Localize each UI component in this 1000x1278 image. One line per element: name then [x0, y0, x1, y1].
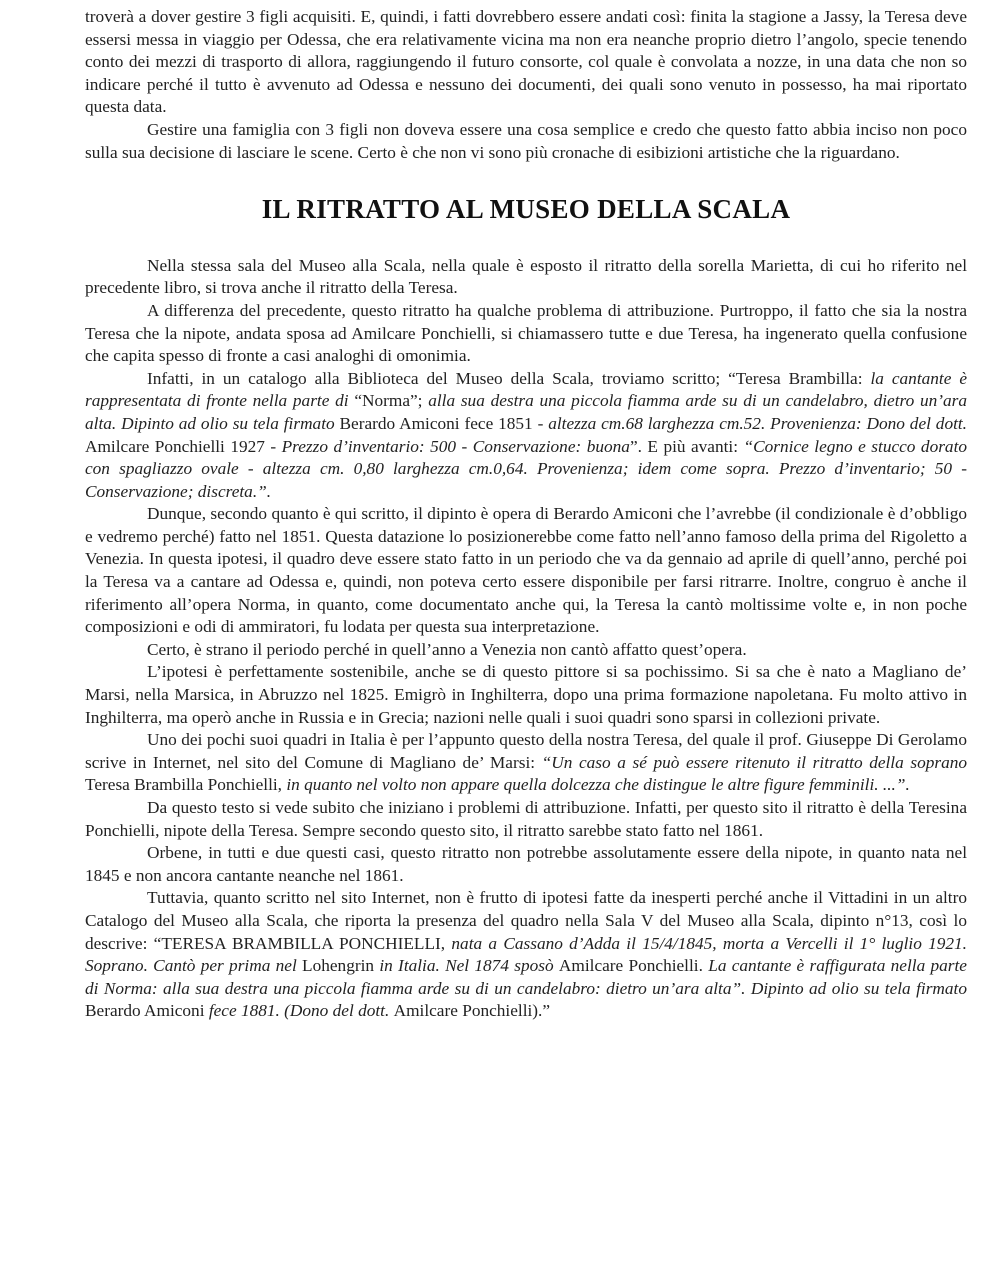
text-run: Uno dei pochi suoi quadri in Italia è per l’appunto questo della nostra Teresa, del quale il prof. Giuseppe Di Gerolamo scrive in Internet, nel sito del Comune di Magliano de’ Marsi:: [85, 730, 967, 772]
text-run: Da questo testo si vede subito che iniziano i problemi di attribuzione. Infatti, per questo sito il ritratto è della Teresina Ponchielli, nipote della Teresa. Sempre secondo questo sito, il ritratto sarebbe stato fatto nel 1861.: [85, 798, 967, 840]
paragraph: [85, 6, 967, 119]
text-run: Dunque, secondo quanto è qui scritto, il dipinto è opera di Berardo Amiconi che l’avrebbe (il condizionale è d’obbligo e vedremo perché) fatto nel 1851. Questa datazione lo posizionerebbe come fatto nell’anno famoso della prima del Rigoletto a Venezia. In questa ipotesi, il quadro deve essere stato fatto in un periodo che va da gennaio ad aprile di quell’anno, perché poi la Teresa va a cantare ad Odessa e, quindi, non poteva certo essere disponibile per farsi ritrarre. Inoltre, congruo è anche il riferimento all’opera Norma, in quanto, come documentato anche qui, la Teresa la cantò moltissime volte e, in non poche composizioni e odi di ammiratori, fu lodata per questa sua interpretazione.: [85, 504, 967, 637]
paragraph: [85, 887, 967, 1023]
text-run: Tuttavia, quanto scritto nel sito Internet, non è frutto di ipotesi fatte da inesperti perché anche il Vittadini in un altro Catalogo del Museo alla Scala, che riporta la presenza del quadro nella Sala V del Museo alla Scala, dipinto n°13, così lo descrive: “TERESA BRAMBILLA PONCHIELLI,: [85, 888, 967, 953]
intro-section: [85, 6, 967, 164]
section-heading: IL RITRATTO AL MUSEO DELLA SCALA: [261, 194, 791, 225]
text-run: A differenza del precedente, questo ritratto ha qualche problema di attribuzione. Purtroppo, il fatto che sia la nostra Teresa che la nipote, andata sposa ad Amilcare Ponchielli, si chiamassero tutte e due Teresa, ha ingenerato quella confusione che capita spesso di fronte a casi analoghi di omonimia.: [85, 300, 967, 366]
text-run: Berardo Amiconi: [85, 1001, 209, 1021]
paragraph: [85, 639, 967, 662]
italic-text: fece 1881. (Dono del dott.: [208, 1001, 394, 1021]
paragraph: [85, 661, 967, 729]
text-run: Amilcare Ponchielli.: [558, 956, 709, 976]
body-section: [85, 255, 967, 1023]
text-run: ”. E più avanti:: [629, 436, 744, 456]
paragraph: [85, 119, 967, 164]
italic-text: La cantante è raffigurata nella parte di Norma: alla sua destra una piccola fiamma arde su di un candelabro: dietro un’ara alta”. Dipinto ad olio su tela firmato: [85, 956, 967, 998]
italic-text: “Un caso a sé può essere ritenuto il ritratto della soprano: [541, 752, 967, 772]
italic-text: in quanto nel volto non appare quella dolcezza che distingue le altre figure femminili. ...”.: [286, 775, 910, 795]
text-run: Lohengrin: [302, 956, 380, 976]
paragraph: [85, 503, 967, 639]
italic-text: Prezzo d’inventario: 500 - Conservazione: buona: [281, 436, 630, 456]
text-run: Amilcare Ponchielli).”: [393, 1001, 551, 1021]
text-run: Gestire una famiglia con 3 figli non doveva essere una cosa semplice e credo che questo fatto abbia inciso non poco sulla sua decisione di lasciare le scene. Certo è che non vi sono più cronache di esibizioni artistiche che la riguardano.: [85, 119, 967, 162]
italic-text: la cantante è rappresentata di fronte nella parte di: [85, 368, 968, 411]
italic-text: “Cornice legno e stucco dorato con spagliazzo ovale - altezza cm. 0,80 larghezza cm.0,64. Provenienza; idem come sopra. Prezzo d’inventario; 50 - Conservazione; discreta.”.: [85, 436, 968, 501]
text-run: Berardo Amiconi fece 1851 -: [339, 413, 549, 433]
paragraph: [85, 842, 967, 887]
paragraph: [85, 300, 967, 368]
text-run: troverà a dover gestire 3 figli acquisiti. E, quindi, i fatti dovrebbero essere andati così: finita la stagione a Jassy, la Teresa deve essersi messa in viaggio per Odessa, che era relativamente vicina ma non era neanche proprio dietro l’angolo, specie tenendo conto dei mezzi di trasporto di allora, raggiungendo il futuro consorte, col quale è convolata a nozze, in una data che non so indicare perché il tutto è avvenuto ad Odessa e nessuno dei documenti, dei quali sono venuto in possesso, ha mai riportato questa data.: [85, 7, 967, 117]
text-run: Infatti, in un catalogo alla Biblioteca del Museo della Scala, troviamo scritto; “Teresa Brambilla:: [147, 368, 871, 388]
text-run: Orbene, in tutti e due questi casi, questo ritratto non potrebbe assolutamente essere della nipote, in quanto nata nel 1845 e non ancora cantante neanche nel 1861.: [85, 843, 967, 885]
paragraph: [85, 797, 967, 842]
text-run: Amilcare Ponchielli 1927 -: [85, 436, 282, 456]
italic-text: in Italia. Nel 1874 sposò: [379, 956, 559, 976]
paragraph: [85, 368, 967, 504]
paragraph: [85, 255, 967, 300]
text-run: Nella stessa sala del Museo alla Scala, nella quale è esposto il ritratto della sorella Marietta, di cui ho riferito nel precedente libro, si trova anche il ritratto della Teresa.: [85, 255, 967, 298]
text-run: L’ipotesi è perfettamente sostenibile, anche se di questo pittore si sa pochissimo. Si sa che è nato a Magliano de’ Marsi, nella Marsica, in Abruzzo nel 1825. Emigrò in Inghilterra, dopo una prima formazione napoletana. Fu molto attivo in Inghilterra, ma operò anche in Russia e in Grecia; nazioni nelle quali i suoi quadri sono sparsi in collezioni private.: [85, 662, 967, 727]
paragraph: [85, 729, 967, 797]
text-run: “Norma”;: [354, 391, 429, 411]
italic-text: alla sua destra una piccola fiamma arde su di un candelabro, dietro un’ara alta. Dipinto ad olio su tela firmato: [85, 391, 968, 433]
italic-text: altezza cm.68 larghezza cm.52. Provenienza: Dono del dott.: [548, 413, 968, 433]
text-run: Teresa Brambilla Ponchielli,: [85, 775, 287, 795]
italic-text: nata a Cassano d’Adda il 15/4/1845, morta a Vercelli il 1° luglio 1921. Soprano. Cantò per prima nel: [85, 933, 967, 976]
text-run: Certo, è strano il periodo perché in quell’anno a Venezia non cantò affatto quest’opera.: [147, 639, 747, 659]
